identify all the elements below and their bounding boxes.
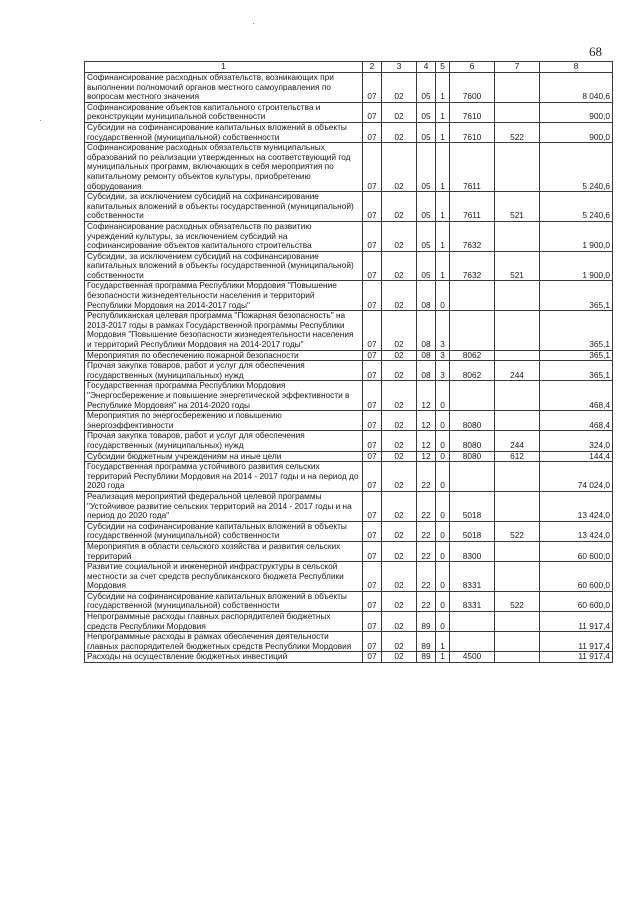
row-code-cell: 07 xyxy=(363,451,382,462)
row-code-cell: 12 xyxy=(417,431,436,451)
row-amount-cell: 365,1 xyxy=(540,311,613,350)
row-amount-cell: 900,0 xyxy=(540,102,613,122)
row-code-cell: 07 xyxy=(363,462,382,492)
table-row xyxy=(85,192,613,222)
row-code-cell: 08 xyxy=(417,361,436,381)
row-code-cell xyxy=(495,491,540,521)
row-code-cell xyxy=(495,281,540,311)
row-code-cell: 244 xyxy=(495,361,540,381)
row-code-cell: 07 xyxy=(363,431,382,451)
row-code-cell: 612 xyxy=(495,451,540,462)
row-code-cell: 0 xyxy=(436,612,450,632)
row-code-cell: 7600 xyxy=(450,73,495,103)
row-code-cell: 07 xyxy=(363,102,382,122)
row-code-cell: 02 xyxy=(382,311,417,350)
row-code-cell: 05 xyxy=(417,143,436,192)
row-code-cell: 02 xyxy=(382,462,417,492)
row-code-cell: 05 xyxy=(417,122,436,142)
row-name-cell: Субсидии бюджетным учреждениям на иные цели xyxy=(85,451,363,462)
row-amount-cell: 900,0 xyxy=(540,122,613,142)
scan-speck xyxy=(253,23,254,24)
row-code-cell: 22 xyxy=(417,591,436,611)
column-header: 7 xyxy=(495,62,540,73)
row-code-cell: 02 xyxy=(382,451,417,462)
row-code-cell xyxy=(495,632,540,652)
row-code-cell: 02 xyxy=(382,350,417,361)
row-name-cell: Государственная программа Республики Мордовия "Повышение безопасности жизнедеятельности населения и территорий Республики Мордовия на 2014-2017 годы" xyxy=(85,281,363,311)
row-code-cell: 02 xyxy=(382,632,417,652)
table-row xyxy=(85,311,613,350)
row-code-cell: 4500 xyxy=(450,652,495,663)
budget-table xyxy=(84,61,613,663)
table-row xyxy=(85,381,613,411)
row-code-cell: 02 xyxy=(382,431,417,451)
row-code-cell: 02 xyxy=(382,521,417,541)
row-code-cell: 1 xyxy=(436,221,450,251)
row-amount-cell: 60 600,0 xyxy=(540,541,613,561)
row-name-cell: Мероприятия по обеспечению пожарной безопасности xyxy=(85,350,363,361)
row-code-cell: 22 xyxy=(417,521,436,541)
row-code-cell: 3 xyxy=(436,361,450,381)
row-code-cell xyxy=(495,143,540,192)
row-amount-cell: 13 424,0 xyxy=(540,521,613,541)
table-row xyxy=(85,431,613,451)
row-code-cell: 8080 xyxy=(450,431,495,451)
row-amount-cell: 60 600,0 xyxy=(540,591,613,611)
row-code-cell: 22 xyxy=(417,562,436,592)
row-code-cell: 0 xyxy=(436,462,450,492)
row-code-cell: 0 xyxy=(436,281,450,311)
row-name-cell: Мероприятия в области сельского хозяйства и развития сельских территорий xyxy=(85,541,363,561)
row-name-cell: Непрограммные расходы в рамках обеспечения деятельности главных распорядителей бюджетных средств Республики Мордовия xyxy=(85,632,363,652)
row-code-cell: 02 xyxy=(382,381,417,411)
row-code-cell: 7611 xyxy=(450,143,495,192)
row-code-cell: 0 xyxy=(436,562,450,592)
table-row xyxy=(85,251,613,281)
row-name-cell: Софинансирование расходных обязательств по развитию учреждений культуры, за исключением субсидий на софинансирование объектов капитального строительства xyxy=(85,221,363,251)
table-row xyxy=(85,491,613,521)
row-code-cell: 5018 xyxy=(450,521,495,541)
row-code-cell: 8300 xyxy=(450,541,495,561)
row-code-cell: 7610 xyxy=(450,122,495,142)
row-amount-cell: 365,1 xyxy=(540,350,613,361)
row-code-cell xyxy=(495,541,540,561)
row-code-cell xyxy=(495,612,540,632)
row-code-cell: 07 xyxy=(363,521,382,541)
row-code-cell: 522 xyxy=(495,122,540,142)
row-code-cell: 07 xyxy=(363,591,382,611)
row-code-cell: 0 xyxy=(436,411,450,431)
row-code-cell: 12 xyxy=(417,411,436,431)
row-amount-cell: 11 917,4 xyxy=(540,652,613,663)
row-amount-cell: 13 424,0 xyxy=(540,491,613,521)
row-code-cell xyxy=(495,411,540,431)
row-code-cell: 02 xyxy=(382,411,417,431)
column-header: 1 xyxy=(85,62,363,73)
table-row xyxy=(85,102,613,122)
row-code-cell: 0 xyxy=(436,541,450,561)
row-amount-cell: 5 240,6 xyxy=(540,192,613,222)
row-code-cell: 5018 xyxy=(450,491,495,521)
row-code-cell: 07 xyxy=(363,381,382,411)
row-code-cell: 3 xyxy=(436,350,450,361)
row-name-cell: Государственная программа Республики Мордовия "Энергосбережение и повышение энергетической эффективности в Республике Мордовия" на 2014-2020 годы xyxy=(85,381,363,411)
row-code-cell: 521 xyxy=(495,192,540,222)
row-code-cell: 07 xyxy=(363,143,382,192)
row-name-cell: Субсидии на софинансирование капитальных вложений в объекты государственной (муниципальной) собственности xyxy=(85,122,363,142)
column-header: 2 xyxy=(363,62,382,73)
row-code-cell: 8080 xyxy=(450,411,495,431)
table-header xyxy=(85,62,613,73)
table-row xyxy=(85,521,613,541)
row-code-cell: 1 xyxy=(436,102,450,122)
row-code-cell: 02 xyxy=(382,143,417,192)
row-code-cell xyxy=(450,281,495,311)
row-code-cell: 02 xyxy=(382,192,417,222)
row-code-cell xyxy=(495,562,540,592)
row-code-cell: 02 xyxy=(382,251,417,281)
table-row xyxy=(85,122,613,142)
row-amount-cell: 1 900,0 xyxy=(540,251,613,281)
row-amount-cell: 11 917,4 xyxy=(540,632,613,652)
row-code-cell: 05 xyxy=(417,251,436,281)
row-code-cell: 0 xyxy=(436,431,450,451)
row-code-cell: 8331 xyxy=(450,591,495,611)
table-row xyxy=(85,632,613,652)
scan-speck xyxy=(40,120,41,121)
table-row xyxy=(85,361,613,381)
row-code-cell: 07 xyxy=(363,411,382,431)
table-row xyxy=(85,411,613,431)
row-code-cell xyxy=(495,73,540,103)
row-code-cell: 7611 xyxy=(450,192,495,222)
header-row xyxy=(85,62,613,73)
row-name-cell: Субсидии, за исключением субсидий на софинансирование капитальных вложений в объекты государственной (муниципальной) собственности xyxy=(85,192,363,222)
column-header: 3 xyxy=(382,62,417,73)
row-code-cell: 0 xyxy=(436,591,450,611)
row-name-cell: Софинансирование расходных обязательств муниципальных образований по реализации утвержденных на соответствующий год муниципальных программ, включающих в себя мероприятия по капитальному ремонту объектов культуры, приобретению оборудования xyxy=(85,143,363,192)
row-code-cell: 89 xyxy=(417,652,436,663)
row-name-cell: Мероприятия по энергосбережению и повышению энергоэффективности xyxy=(85,411,363,431)
row-code-cell: 522 xyxy=(495,591,540,611)
row-code-cell: 22 xyxy=(417,541,436,561)
row-code-cell: 02 xyxy=(382,652,417,663)
row-code-cell: 07 xyxy=(363,251,382,281)
row-code-cell: 1 xyxy=(436,192,450,222)
row-code-cell: 12 xyxy=(417,381,436,411)
table-row xyxy=(85,652,613,663)
row-code-cell: 7610 xyxy=(450,102,495,122)
row-code-cell: 1 xyxy=(436,143,450,192)
row-code-cell: 02 xyxy=(382,361,417,381)
row-code-cell: 07 xyxy=(363,632,382,652)
row-code-cell: 1 xyxy=(436,652,450,663)
row-code-cell: 89 xyxy=(417,612,436,632)
table-row xyxy=(85,462,613,492)
row-code-cell: 02 xyxy=(382,221,417,251)
row-code-cell: 07 xyxy=(363,192,382,222)
row-code-cell: 3 xyxy=(436,311,450,350)
row-code-cell: 521 xyxy=(495,251,540,281)
row-code-cell: 8080 xyxy=(450,451,495,462)
row-code-cell: 05 xyxy=(417,102,436,122)
row-name-cell: Софинансирование расходных обязательств, возникающих при выполнении полномочий органов местного самоуправления по вопросам местного значения xyxy=(85,73,363,103)
table-row xyxy=(85,281,613,311)
table-row xyxy=(85,591,613,611)
table-row xyxy=(85,612,613,632)
row-code-cell xyxy=(495,462,540,492)
row-code-cell: 0 xyxy=(436,491,450,521)
column-header: 4 xyxy=(417,62,436,73)
row-code-cell: 1 xyxy=(436,122,450,142)
row-amount-cell: 74 024,0 xyxy=(540,462,613,492)
column-header: 8 xyxy=(540,62,613,73)
row-code-cell xyxy=(450,311,495,350)
row-code-cell: 12 xyxy=(417,451,436,462)
row-code-cell: 07 xyxy=(363,311,382,350)
row-name-cell: Непрограммные расходы главных распорядителей бюджетных средств Республики Мордовия xyxy=(85,612,363,632)
row-code-cell: 07 xyxy=(363,221,382,251)
row-amount-cell: 5 240,6 xyxy=(540,143,613,192)
row-code-cell: 07 xyxy=(363,73,382,103)
row-amount-cell: 468,4 xyxy=(540,381,613,411)
row-code-cell xyxy=(495,350,540,361)
row-code-cell: 7632 xyxy=(450,251,495,281)
row-code-cell: 02 xyxy=(382,122,417,142)
row-name-cell: Республиканская целевая программа "Пожарная безопасность" на 2013-2017 годы в рамках Государственной программы Республики Мордовия "Повышение безопасности жизнедеятельности населения и территорий Республики Мордовия на 2014-2017 годы" xyxy=(85,311,363,350)
row-code-cell: 1 xyxy=(436,632,450,652)
table-body xyxy=(85,73,613,663)
row-amount-cell: 144,4 xyxy=(540,451,613,462)
row-code-cell: 02 xyxy=(382,612,417,632)
row-name-cell: Субсидии на софинансирование капитальных вложений в объекты государственной (муниципальной) собственности xyxy=(85,521,363,541)
row-code-cell: 8062 xyxy=(450,361,495,381)
row-code-cell xyxy=(495,652,540,663)
row-code-cell: 22 xyxy=(417,491,436,521)
row-code-cell xyxy=(450,612,495,632)
table-row xyxy=(85,221,613,251)
row-amount-cell: 1 900,0 xyxy=(540,221,613,251)
row-code-cell: 02 xyxy=(382,281,417,311)
row-code-cell: 08 xyxy=(417,281,436,311)
table-row xyxy=(85,562,613,592)
row-code-cell: 244 xyxy=(495,431,540,451)
row-amount-cell: 60 600,0 xyxy=(540,562,613,592)
row-code-cell: 0 xyxy=(436,381,450,411)
row-code-cell: 08 xyxy=(417,350,436,361)
row-code-cell: 0 xyxy=(436,521,450,541)
row-code-cell: 02 xyxy=(382,541,417,561)
row-code-cell xyxy=(495,221,540,251)
row-name-cell: Субсидии на софинансирование капитальных вложений в объекты государственной (муниципальной) собственности xyxy=(85,591,363,611)
row-code-cell: 07 xyxy=(363,652,382,663)
row-amount-cell: 8 040,6 xyxy=(540,73,613,103)
column-header: 5 xyxy=(436,62,450,73)
row-code-cell: 22 xyxy=(417,462,436,492)
row-name-cell: Расходы на осуществление бюджетных инвестиций xyxy=(85,652,363,663)
row-code-cell: 07 xyxy=(363,350,382,361)
row-name-cell: Государственная программа устойчивого развития сельских территорий Республики Мордовия на 2014 - 2017 годы и на период до 2020 года xyxy=(85,462,363,492)
row-code-cell: 8331 xyxy=(450,562,495,592)
row-amount-cell: 365,1 xyxy=(540,281,613,311)
row-code-cell: 02 xyxy=(382,102,417,122)
row-code-cell: 08 xyxy=(417,311,436,350)
row-code-cell: 05 xyxy=(417,192,436,222)
row-name-cell: Софинансирование объектов капитального строительства и реконструкции муниципальной собственности xyxy=(85,102,363,122)
row-code-cell: 05 xyxy=(417,221,436,251)
row-code-cell: 02 xyxy=(382,73,417,103)
row-code-cell: 07 xyxy=(363,361,382,381)
row-amount-cell: 468,4 xyxy=(540,411,613,431)
row-code-cell: 07 xyxy=(363,562,382,592)
row-code-cell: 02 xyxy=(382,591,417,611)
row-code-cell xyxy=(495,102,540,122)
row-code-cell xyxy=(450,462,495,492)
row-code-cell: 02 xyxy=(382,491,417,521)
row-code-cell: 1 xyxy=(436,251,450,281)
row-code-cell: 0 xyxy=(436,451,450,462)
row-code-cell: 07 xyxy=(363,281,382,311)
row-code-cell: 07 xyxy=(363,122,382,142)
row-code-cell: 1 xyxy=(436,73,450,103)
row-code-cell xyxy=(450,632,495,652)
row-name-cell: Прочая закупка товаров, работ и услуг для обеспечения государственных (муниципальных) нужд xyxy=(85,431,363,451)
row-code-cell: 05 xyxy=(417,73,436,103)
row-code-cell xyxy=(495,381,540,411)
table-row xyxy=(85,143,613,192)
row-code-cell: 07 xyxy=(363,612,382,632)
row-code-cell: 522 xyxy=(495,521,540,541)
row-name-cell: Субсидии, за исключением субсидий на софинансирование капитальных вложений в объекты государственной (муниципальной) собственности xyxy=(85,251,363,281)
row-amount-cell: 11 917,4 xyxy=(540,612,613,632)
row-code-cell xyxy=(495,311,540,350)
table-row xyxy=(85,73,613,103)
row-name-cell: Развитие социальной и инженерной инфраструктуры в сельской местности за счет средств республиканского бюджета Республики Мордовия xyxy=(85,562,363,592)
table-row xyxy=(85,350,613,361)
row-code-cell: 89 xyxy=(417,632,436,652)
row-code-cell: 07 xyxy=(363,491,382,521)
row-amount-cell: 324,0 xyxy=(540,431,613,451)
row-code-cell: 8062 xyxy=(450,350,495,361)
row-code-cell xyxy=(450,381,495,411)
table-row xyxy=(85,541,613,561)
column-header: 6 xyxy=(450,62,495,73)
row-amount-cell: 365,1 xyxy=(540,361,613,381)
row-code-cell: 02 xyxy=(382,562,417,592)
row-name-cell: Прочая закупка товаров, работ и услуг для обеспечения государственных (муниципальных) нужд xyxy=(85,361,363,381)
table-row xyxy=(85,451,613,462)
row-code-cell: 7632 xyxy=(450,221,495,251)
row-code-cell: 07 xyxy=(363,541,382,561)
row-name-cell: Реализация мероприятий федеральной целевой программы "Устойчивое развитие сельских территорий на 2014 - 2017 годы и на период до 2020 года" xyxy=(85,491,363,521)
page-number: 68 xyxy=(589,44,602,59)
